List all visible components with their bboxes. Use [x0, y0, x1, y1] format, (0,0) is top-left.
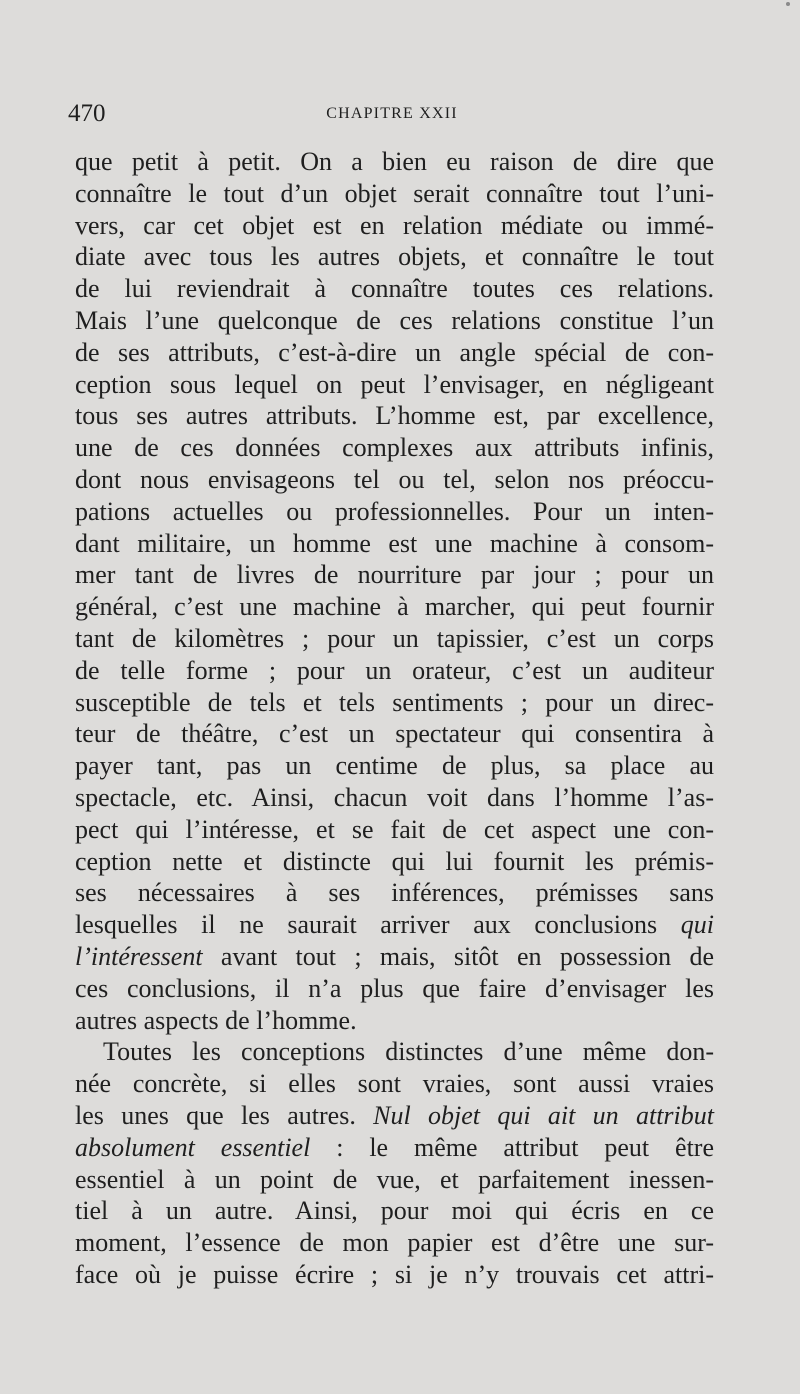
- text-line-26: [75, 941, 714, 973]
- text-line-20: payer tant, pas un centime de plus, sa place au: [75, 751, 714, 781]
- body-text: [75, 146, 714, 1291]
- text-line-12: pations actuelles ou professionnelles. Pour un inten-: [75, 496, 714, 526]
- text-line-19: teur de théâtre, c’est un spectateur qui consentira à: [75, 719, 714, 749]
- text-line-30: née concrète, si elles sont vraies, sont aussi vraies: [75, 1069, 714, 1099]
- text-line-10: une de ces données complexes aux attributs infinis,: [75, 433, 714, 463]
- text-line-24: ses nécessaires à ses inférences, prémisses sans: [75, 878, 714, 908]
- text-line-18: susceptible de tels et tels sentiments ; pour un direc-: [75, 687, 714, 717]
- text-run: avant tout ; mais, sitôt en possession de: [202, 941, 714, 971]
- text-run: : le même attribut peut être: [310, 1132, 714, 1162]
- text-line-3: vers, car cet objet est en relation médiate ou immé-: [75, 210, 714, 240]
- text-line-15: général, c’est une machine à marcher, qui peut fournir: [75, 592, 714, 622]
- text-line-27: ces conclusions, il n’a plus que faire d’envisager les: [75, 973, 714, 1003]
- text-line-35: moment, l’essence de mon papier est d’être une sur-: [75, 1228, 714, 1258]
- text-line-29: Toutes les conceptions distinctes d’une même don-: [103, 1037, 714, 1067]
- text-line-6: Mais l’une quelconque de ces relations constitue l’un: [75, 305, 714, 335]
- text-line-23: ception nette et distincte qui lui fournit les prémis-: [75, 846, 714, 876]
- text-line-4: diate avec tous les autres objets, et connaître le tout: [75, 242, 714, 272]
- page-header: [68, 98, 716, 130]
- italic-text-run: absolument essentiel: [75, 1132, 311, 1162]
- text-line-25: [75, 909, 714, 941]
- text-line-21: spectacle, etc. Ainsi, chacun voit dans l’homme l’as-: [75, 782, 714, 812]
- text-line-16: tant de kilomètres ; pour un tapissier, c’est un corps: [75, 623, 714, 653]
- text-line-2: connaître le tout d’un objet serait connaître tout l’uni-: [75, 178, 714, 208]
- text-line-1: que petit à petit. On a bien eu raison de dire que: [75, 147, 714, 176]
- text-line-36: face où je puisse écrire ; si je n’y trouvais cet attri-: [75, 1259, 714, 1289]
- text-line-7: de ses attributs, c’est-à-dire un angle spécial de con-: [75, 337, 714, 367]
- text-line-31: [75, 1100, 714, 1132]
- page-number: 470: [68, 100, 106, 127]
- running-head: CHAPITRE XXII: [326, 105, 458, 122]
- text-line-8: ception sous lequel on peut l’envisager, en négligeant: [75, 369, 714, 399]
- text-line-14: mer tant de livres de nourriture par jour ; pour un: [75, 560, 714, 590]
- text-line-17: de telle forme ; pour un orateur, c’est un auditeur: [75, 655, 714, 685]
- text-line-5: de lui reviendrait à connaître toutes ces relations.: [75, 274, 714, 304]
- italic-text-run: Nul objet qui ait un attribut: [373, 1100, 714, 1130]
- italic-text-run: l’intéressent: [75, 941, 203, 971]
- text-line-33: essentiel à un point de vue, et parfaitement inessen-: [75, 1164, 714, 1194]
- text-run: lesquelles il ne saurait arriver aux conclusions: [75, 910, 681, 940]
- text-line-9: tous ses autres attributs. L’homme est, par excellence,: [75, 401, 714, 431]
- text-line-28: autres aspects de l’homme.: [75, 1005, 357, 1035]
- paper-speck: [786, 2, 790, 6]
- text-line-32: [75, 1132, 714, 1164]
- text-run: les unes que les autres.: [75, 1100, 374, 1130]
- text-line-34: tiel à un autre. Ainsi, pour moi qui écris en ce: [75, 1196, 714, 1226]
- text-line-13: dant militaire, un homme est une machine à consom-: [75, 528, 714, 558]
- text-line-22: pect qui l’intéresse, et se fait de cet aspect une con-: [75, 814, 714, 844]
- italic-text-run: qui: [680, 910, 714, 940]
- text-line-11: dont nous envisageons tel ou tel, selon nos préoccu-: [75, 464, 714, 494]
